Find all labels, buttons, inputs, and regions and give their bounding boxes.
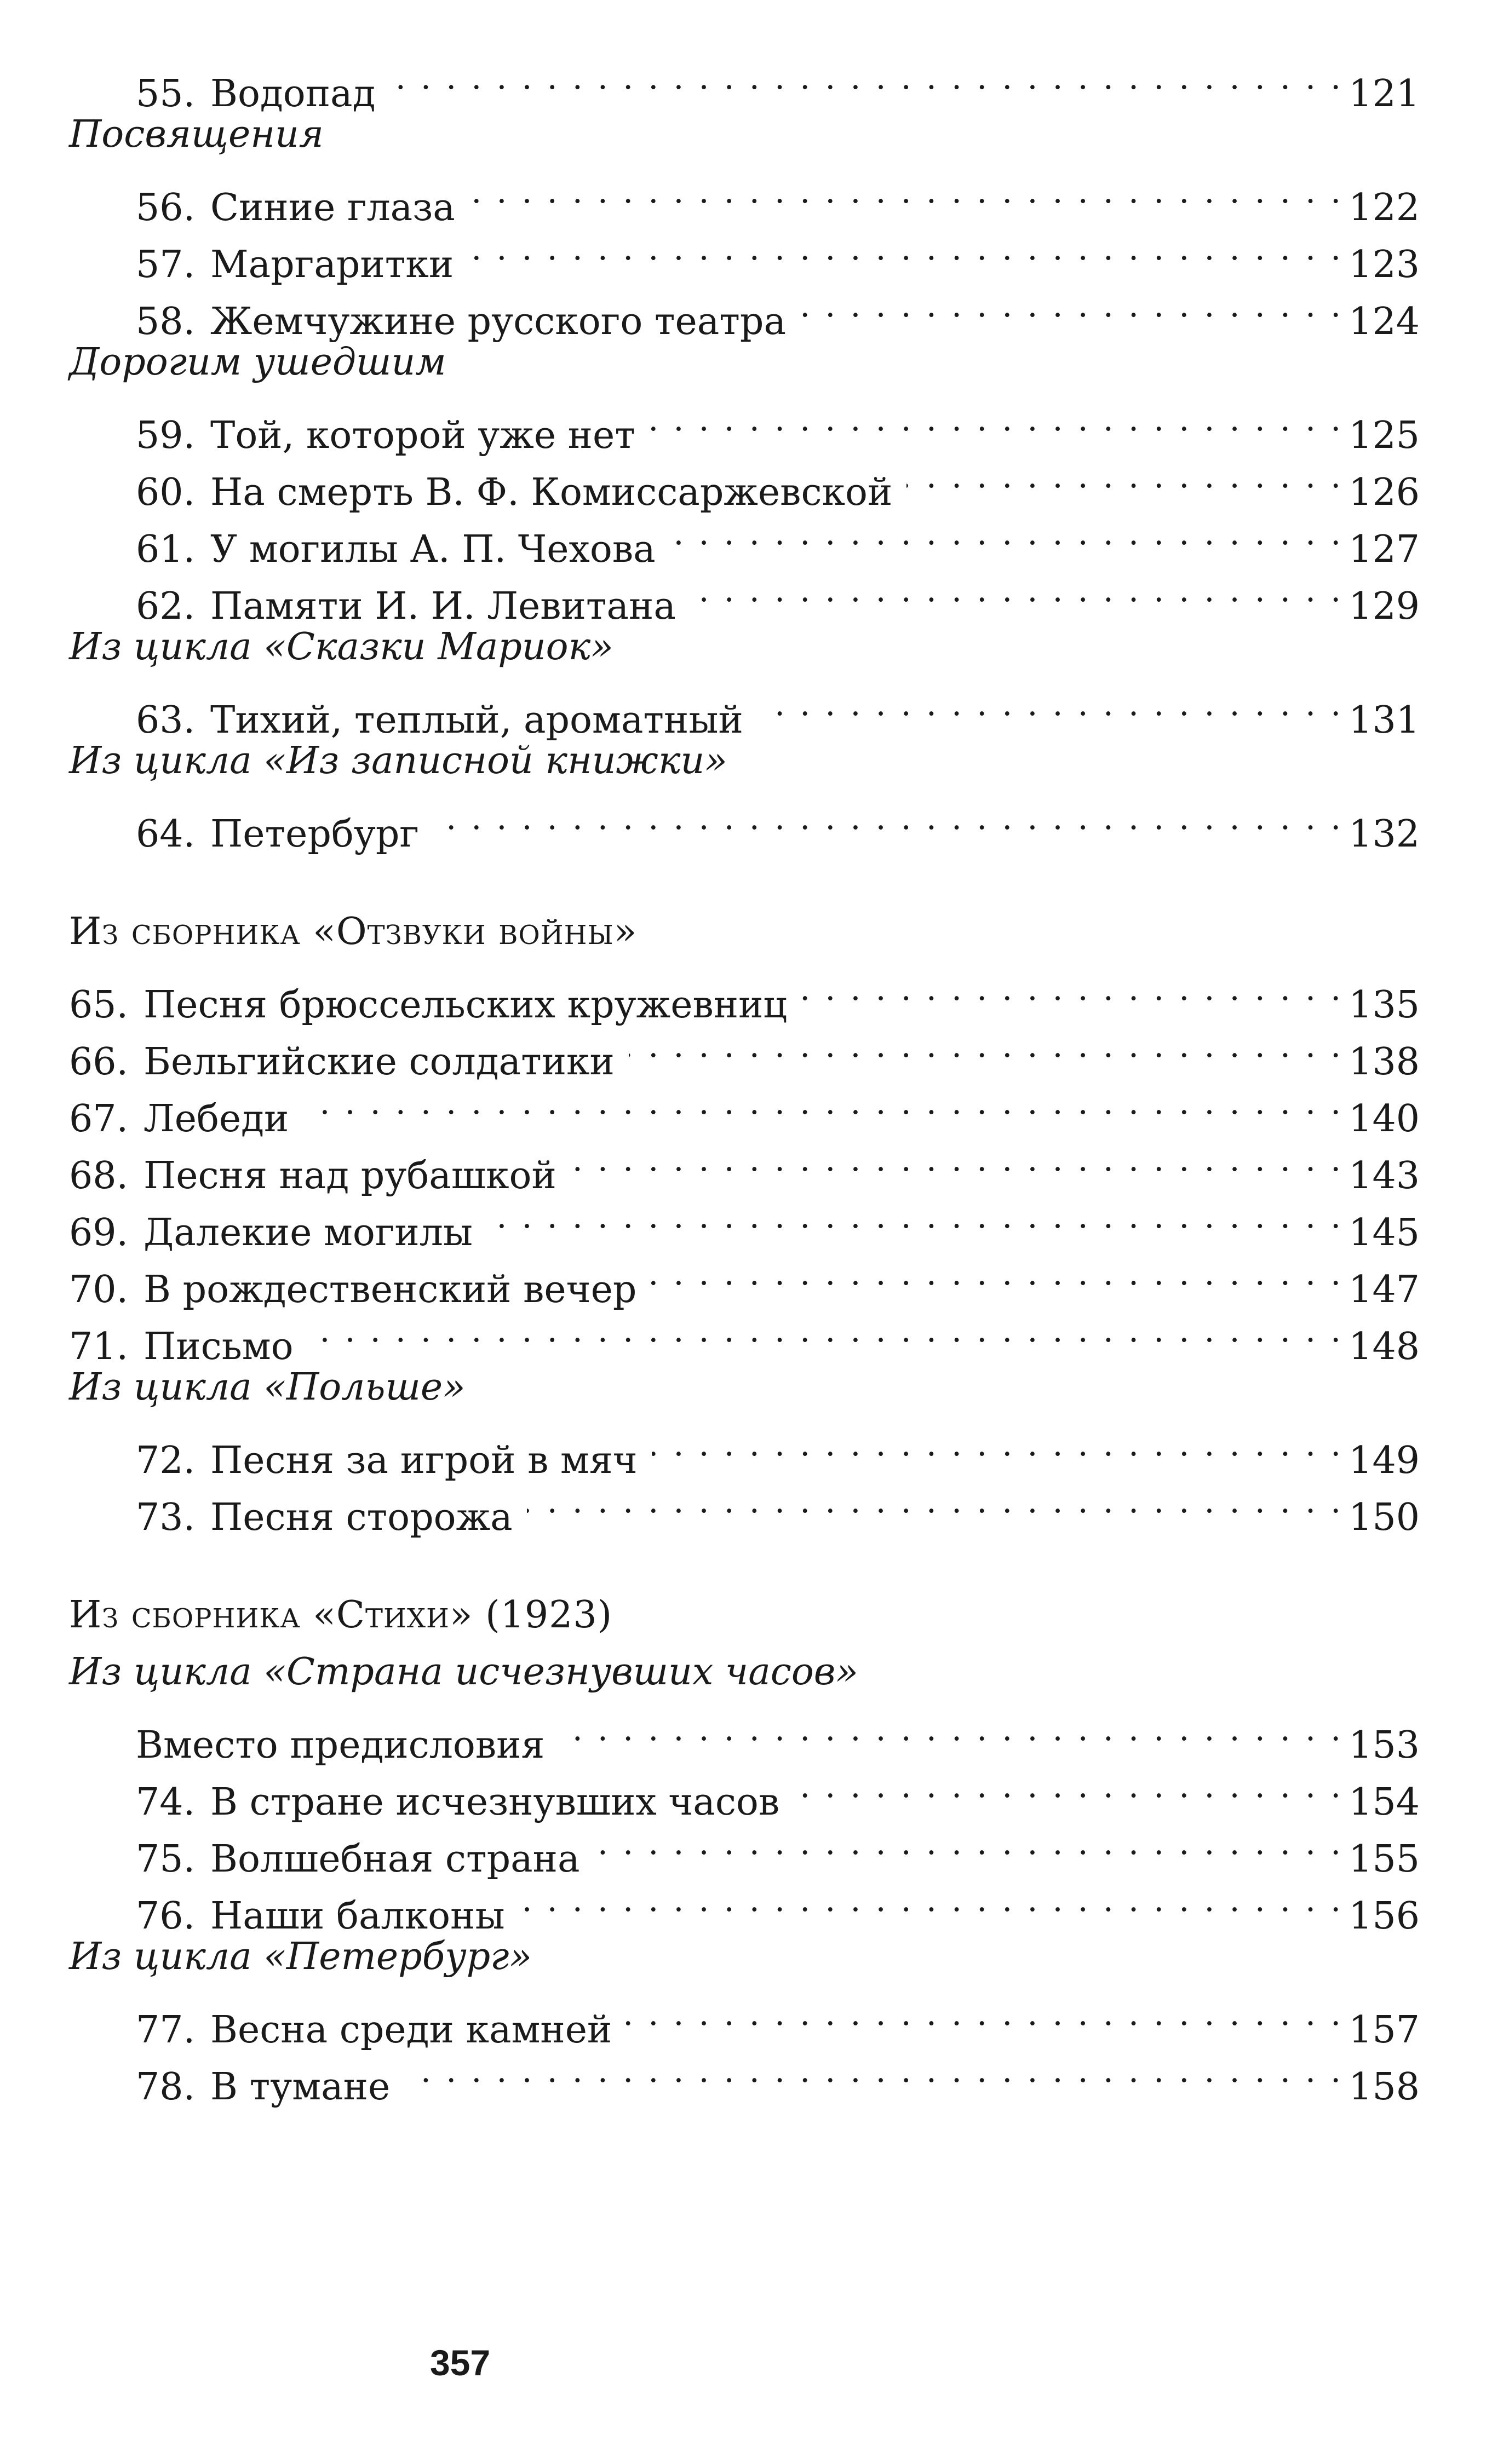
dot-leader	[629, 1017, 1345, 1074]
entry-title: Той, которой уже нет	[210, 414, 635, 457]
toc-entry	[69, 562, 1420, 628]
entry-page: 157	[1348, 2008, 1420, 2052]
entry-page: 132	[1348, 813, 1420, 856]
entry-number: 61.	[136, 528, 196, 571]
dot-leader	[690, 562, 1345, 619]
entry-page: 140	[1348, 1097, 1420, 1141]
entry-number: 59.	[136, 414, 196, 457]
dot-leader	[487, 1188, 1345, 1245]
entry-title: Синие глаза	[210, 186, 455, 229]
entry-title: Песня за игрой в мяч	[210, 1439, 638, 1482]
dot-leader	[594, 1815, 1346, 1872]
toc-entry	[69, 1074, 1420, 1141]
entry-number: 70.	[69, 1268, 129, 1311]
dot-leader	[758, 676, 1345, 733]
cycle-heading: Из цикла «Польше»	[69, 1366, 466, 1409]
entry-title: В стране исчезнувших часов	[210, 1781, 780, 1824]
entry-page: 121	[1348, 72, 1420, 116]
entry-title: У могилы А. П. Чехова	[210, 528, 656, 571]
entry-page: 125	[1348, 414, 1420, 457]
entry-number: 71.	[69, 1325, 129, 1368]
entry-page: 153	[1348, 1724, 1420, 1767]
entry-number: 60.	[136, 471, 196, 514]
entry-title: Письмо	[144, 1325, 294, 1368]
entry-title: Тихий, теплый, ароматный	[210, 699, 743, 742]
entry-title: Песня брюссельских кружевниц	[144, 983, 788, 1027]
dot-leader	[794, 1758, 1345, 1815]
entry-title: Весна среди камней	[210, 2008, 612, 2052]
toc-entry	[69, 2042, 1420, 2109]
dot-leader	[800, 277, 1345, 334]
toc-entry	[69, 448, 1420, 514]
entry-number: 72.	[136, 1439, 196, 1482]
dot-leader	[559, 1701, 1345, 1758]
entry-title: Вместо предисловия	[136, 1724, 545, 1767]
entry-page: 127	[1348, 528, 1420, 571]
entry-title: Далекие могилы	[144, 1211, 473, 1254]
entry-title: На смерть В. Ф. Комиссаржевской	[210, 471, 893, 514]
dot-leader	[670, 505, 1346, 562]
page-number: 357	[429, 2342, 491, 2383]
entry-page: 158	[1348, 2065, 1420, 2109]
toc-entry	[69, 277, 1420, 343]
entry-number: 75.	[136, 1838, 196, 1881]
entry-page: 150	[1348, 1496, 1420, 1539]
entry-number: 62.	[136, 585, 196, 628]
entry-page: 155	[1348, 1838, 1420, 1881]
toc-entry	[69, 1985, 1420, 2052]
entry-page: 124	[1348, 300, 1420, 343]
dot-leader	[433, 790, 1345, 847]
entry-title: Песня сторожа	[210, 1496, 513, 1539]
entry-number: 55.	[136, 72, 196, 116]
dot-leader	[652, 1416, 1345, 1473]
dot-leader	[650, 391, 1345, 448]
entry-number: 78.	[136, 2065, 196, 2109]
entry-title: В рождественский вечер	[144, 1268, 637, 1311]
dot-leader	[468, 220, 1345, 277]
cycle-heading: Дорогим ушедшим	[69, 341, 446, 384]
dot-leader	[389, 49, 1345, 106]
entry-page: 149	[1348, 1439, 1420, 1482]
toc-entry	[69, 676, 1420, 742]
entry-page: 122	[1348, 186, 1420, 229]
cycle-heading: Из цикла «Петербург»	[69, 1935, 532, 1978]
entry-page: 154	[1348, 1781, 1420, 1824]
dot-leader	[519, 1872, 1346, 1928]
entry-number: 66.	[69, 1040, 129, 1084]
section-heading: Из сборника «Стихи» (1923)	[69, 1593, 613, 1637]
dot-leader	[571, 1131, 1345, 1188]
dot-leader	[906, 448, 1345, 505]
entry-page: 138	[1348, 1040, 1420, 1084]
cycle-heading: Из цикла «Из записной книжки»	[69, 739, 727, 782]
entry-title: Песня над рубашкой	[144, 1154, 556, 1198]
toc-entry	[69, 1872, 1420, 1938]
entry-page: 145	[1348, 1211, 1420, 1254]
cycle-heading: Посвящения	[69, 113, 324, 156]
entry-title: Жемчужине русского театра	[210, 300, 786, 343]
entry-page: 126	[1348, 471, 1420, 514]
toc-entry	[69, 1473, 1420, 1539]
table-of-contents	[69, 49, 1420, 2109]
toc-entry	[69, 1017, 1420, 1084]
toc-entry	[69, 49, 1420, 116]
entry-page: 123	[1348, 243, 1420, 286]
entry-title: Волшебная страна	[210, 1838, 580, 1881]
entry-page: 129	[1348, 585, 1420, 628]
entry-title: Водопад	[210, 72, 376, 116]
entry-title: Лебеди	[144, 1097, 289, 1141]
entry-title: Наши балконы	[210, 1895, 505, 1938]
toc-entry	[69, 1758, 1420, 1824]
entry-title: Памяти И. И. Левитана	[210, 585, 676, 628]
dot-leader	[651, 1245, 1345, 1302]
cycle-heading: Из цикла «Сказки Мариок»	[69, 625, 613, 669]
entry-title: Бельгийские солдатики	[144, 1040, 615, 1084]
entry-number: 74.	[136, 1781, 196, 1824]
entry-number: 68.	[69, 1154, 129, 1198]
entry-page: 147	[1348, 1268, 1420, 1311]
toc-entry	[69, 1131, 1420, 1198]
toc-entry	[69, 1701, 1420, 1767]
entry-number: 67.	[69, 1097, 129, 1141]
entry-page: 143	[1348, 1154, 1420, 1198]
entry-number: 63.	[136, 699, 196, 742]
entry-number: 58.	[136, 300, 196, 343]
entry-number: 57.	[136, 243, 196, 286]
entry-number: 69.	[69, 1211, 129, 1254]
toc-entry	[69, 1188, 1420, 1254]
entry-title: В тумане	[210, 2065, 391, 2109]
toc-entry	[69, 220, 1420, 286]
entry-title: Маргаритки	[210, 243, 454, 286]
entry-page: 131	[1348, 699, 1420, 742]
toc-entry	[69, 1245, 1420, 1311]
dot-leader	[303, 1074, 1345, 1131]
dot-leader	[469, 163, 1345, 220]
entry-number: 65.	[69, 983, 129, 1027]
entry-page: 135	[1348, 983, 1420, 1027]
cycle-heading: Из цикла «Страна исчезнувших часов»	[69, 1650, 858, 1694]
toc-entry	[69, 1302, 1420, 1368]
entry-title: Петербург	[210, 813, 420, 856]
entry-page: 156	[1348, 1895, 1420, 1938]
dot-leader	[308, 1302, 1346, 1359]
toc-entry	[69, 505, 1420, 571]
toc-entry	[69, 790, 1420, 856]
entry-number: 76.	[136, 1895, 196, 1938]
entry-page: 148	[1348, 1325, 1420, 1368]
toc-entry	[69, 1815, 1420, 1881]
dot-leader	[801, 960, 1345, 1017]
entry-number: 56.	[136, 186, 196, 229]
dot-leader	[626, 1985, 1345, 2042]
dot-leader	[527, 1473, 1346, 1530]
entry-number: 64.	[136, 813, 196, 856]
toc-entry	[69, 960, 1420, 1027]
entry-number: 73.	[136, 1496, 196, 1539]
section-heading: Из сборника «Отзвуки войны»	[69, 910, 638, 953]
toc-entry	[69, 1416, 1420, 1482]
entry-number: 77.	[136, 2008, 196, 2052]
dot-leader	[404, 2042, 1345, 2099]
toc-entry	[69, 163, 1420, 229]
toc-entry	[69, 391, 1420, 457]
